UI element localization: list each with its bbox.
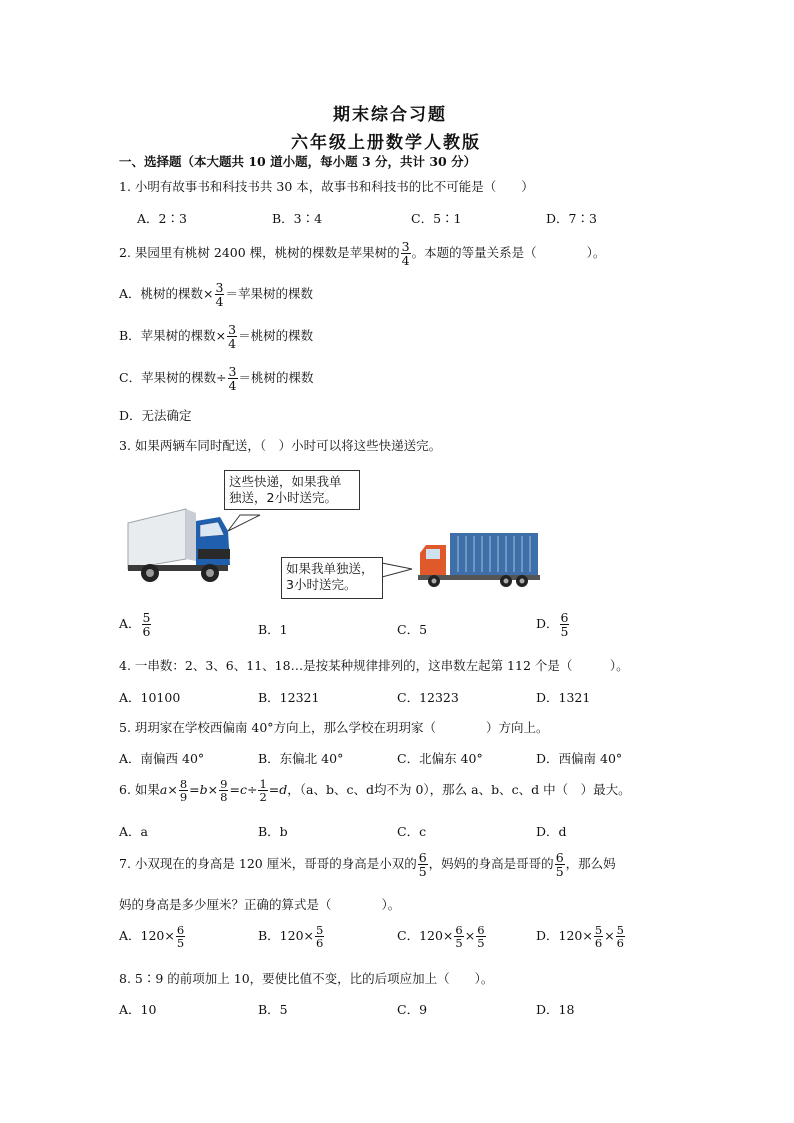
q1-option-c[interactable]: C．5∶1 — [411, 211, 462, 226]
question-4: 4. 一串数：2、3、6、11、18…是按某种规律排列的，这串数左起第 112 个是（ ）。 — [119, 658, 629, 673]
fraction: $\frac{5}{6}$ — [316, 923, 324, 951]
q5-option-d[interactable]: D．西偏南 40° — [536, 751, 623, 766]
bubble-pointer — [228, 515, 260, 531]
q4-option-a[interactable]: A．10100 — [119, 690, 181, 705]
fraction: $\frac{1}{2}$ — [259, 777, 267, 805]
fraction: $\frac{5}{6}$ — [142, 610, 151, 640]
question-2 — [119, 240, 605, 267]
q2-option-c[interactable]: C．苹果树的棵数÷ $\frac{3}{4}$ ＝桃树的棵数 — [119, 364, 314, 394]
speech-bubble-1: 这些快递，如果我单 独送，2小时送完。 — [224, 470, 360, 510]
q7-option-c[interactable]: C．120× $\frac{6}{5}$ × $\frac{6}{5}$ — [397, 923, 485, 951]
q6-option-c[interactable]: C．c — [397, 824, 427, 839]
q4-option-b[interactable]: B．12321 — [258, 690, 320, 705]
q8-option-a[interactable]: A．10 — [119, 1002, 157, 1017]
q1-option-b[interactable]: B．3∶4 — [272, 211, 323, 226]
speech-bubble-2: 如果我单独送， 3小时送完。 — [281, 557, 383, 599]
fraction: $\frac{3}{4}$ — [401, 239, 410, 269]
question-8: 8. 5∶9 的前项加上 10，要使比值不变，比的后项应加上（ ）。 — [119, 971, 494, 986]
q2-option-a[interactable]: A．桃树的棵数× $\frac{3}{4}$ ＝苹果树的棵数 — [119, 280, 313, 310]
q8-option-b[interactable]: B．5 — [258, 1002, 288, 1017]
q8-option-c[interactable]: C．9 — [397, 1002, 428, 1017]
fraction: $\frac{6}{5}$ — [418, 850, 427, 880]
fraction: $\frac{6}{5}$ — [477, 923, 485, 951]
fraction: $\frac{6}{5}$ — [560, 610, 569, 640]
q7-option-a[interactable]: A．120× $\frac{6}{5}$ — [119, 923, 185, 951]
q6-option-a[interactable]: A．a — [119, 824, 148, 839]
q3-option-c[interactable]: C．5 — [397, 622, 428, 637]
fraction: $\frac{6}{5}$ — [176, 923, 185, 951]
q5-option-b[interactable]: B．东偏北 40° — [258, 751, 344, 766]
q5-option-c[interactable]: C．北偏东 40° — [397, 751, 483, 766]
q7-option-d[interactable]: D．120× $\frac{5}{6}$ × $\frac{5}{6}$ — [536, 923, 624, 951]
fraction: $\frac{6}{5}$ — [555, 850, 564, 880]
q2-option-b[interactable]: B．苹果树的棵数× $\frac{3}{4}$ ＝桃树的棵数 — [119, 322, 314, 352]
q1-option-d[interactable]: D．7∶3 — [546, 211, 597, 226]
q3-option-d[interactable]: D． $\frac{6}{5}$ — [536, 610, 569, 640]
fraction: $\frac{3}{4}$ — [228, 364, 237, 394]
question-7: 7. 小双现在的身高是 120 厘米，哥哥的身高是小双的 $\frac{6}{5}$ ，妈妈的身高是哥哥的 $\frac{6}{5}$ ，那么妈 — [119, 850, 616, 880]
question-5: 5. 玥玥家在学校西偏南 40°方向上，那么学校在玥玥家（ ）方向上。 — [119, 720, 549, 735]
q2-text: 2. 果园里有桃树 2400 棵，桃树的棵数是苹果树的 — [119, 245, 400, 261]
question-7-line-2: 妈的身高是多少厘米？正确的算式是（ ）。 — [119, 897, 401, 912]
q3-option-a[interactable]: A． $\frac{5}{6}$ — [119, 610, 151, 640]
question-6: 6. 如果a× $\frac{8}{9}$ =b× $\frac{9}{8}$ =c÷ $\frac{1}{2}$ =d，（a、b、c、d均不为 0），那么 a、b、c、d 中（ ）最大。 — [119, 777, 631, 805]
q6-option-b[interactable]: B．b — [258, 824, 288, 839]
container-truck — [418, 533, 540, 587]
q2-text-end: 。本题的等量关系是（ ）。 — [411, 245, 606, 261]
bubble-pointer — [382, 563, 412, 577]
q8-option-d[interactable]: D．18 — [536, 1002, 575, 1017]
fraction: $\frac{6}{5}$ — [455, 923, 463, 951]
fraction: $\frac{5}{6}$ — [616, 923, 624, 951]
page-title: 期末综合习题 — [333, 105, 447, 125]
fraction: $\frac{8}{9}$ — [179, 777, 188, 805]
question-1: 1. 小明有故事书和科技书共 30 本，故事书和科技书的比不可能是（ ） — [119, 179, 534, 194]
q4-option-d[interactable]: D．1321 — [536, 690, 591, 705]
q3-option-b[interactable]: B．1 — [258, 622, 288, 637]
fraction: $\frac{9}{8}$ — [220, 777, 228, 805]
fraction: $\frac{3}{4}$ — [228, 322, 237, 352]
section-heading: 一、选择题（本大题共 10 道小题，每小题 3 分，共计 30 分） — [119, 154, 477, 169]
q4-option-c[interactable]: C．12323 — [397, 690, 459, 705]
q7-option-b[interactable]: B．120× $\frac{5}{6}$ — [258, 923, 324, 951]
fraction: $\frac{5}{6}$ — [594, 923, 603, 951]
q1-option-a[interactable]: A．2∶3 — [137, 211, 187, 226]
question-3: 3. 如果两辆车同时配送，（ ）小时可以将这些快递送完。 — [119, 438, 442, 453]
q2-option-d[interactable]: D．无法确定 — [119, 408, 192, 423]
box-truck — [128, 509, 230, 582]
page-subtitle: 六年级上册数学人教版 — [291, 133, 481, 153]
fraction: $\frac{3}{4}$ — [215, 280, 224, 310]
q5-option-a[interactable]: A．南偏西 40° — [119, 751, 205, 766]
q6-option-d[interactable]: D．d — [536, 824, 567, 839]
